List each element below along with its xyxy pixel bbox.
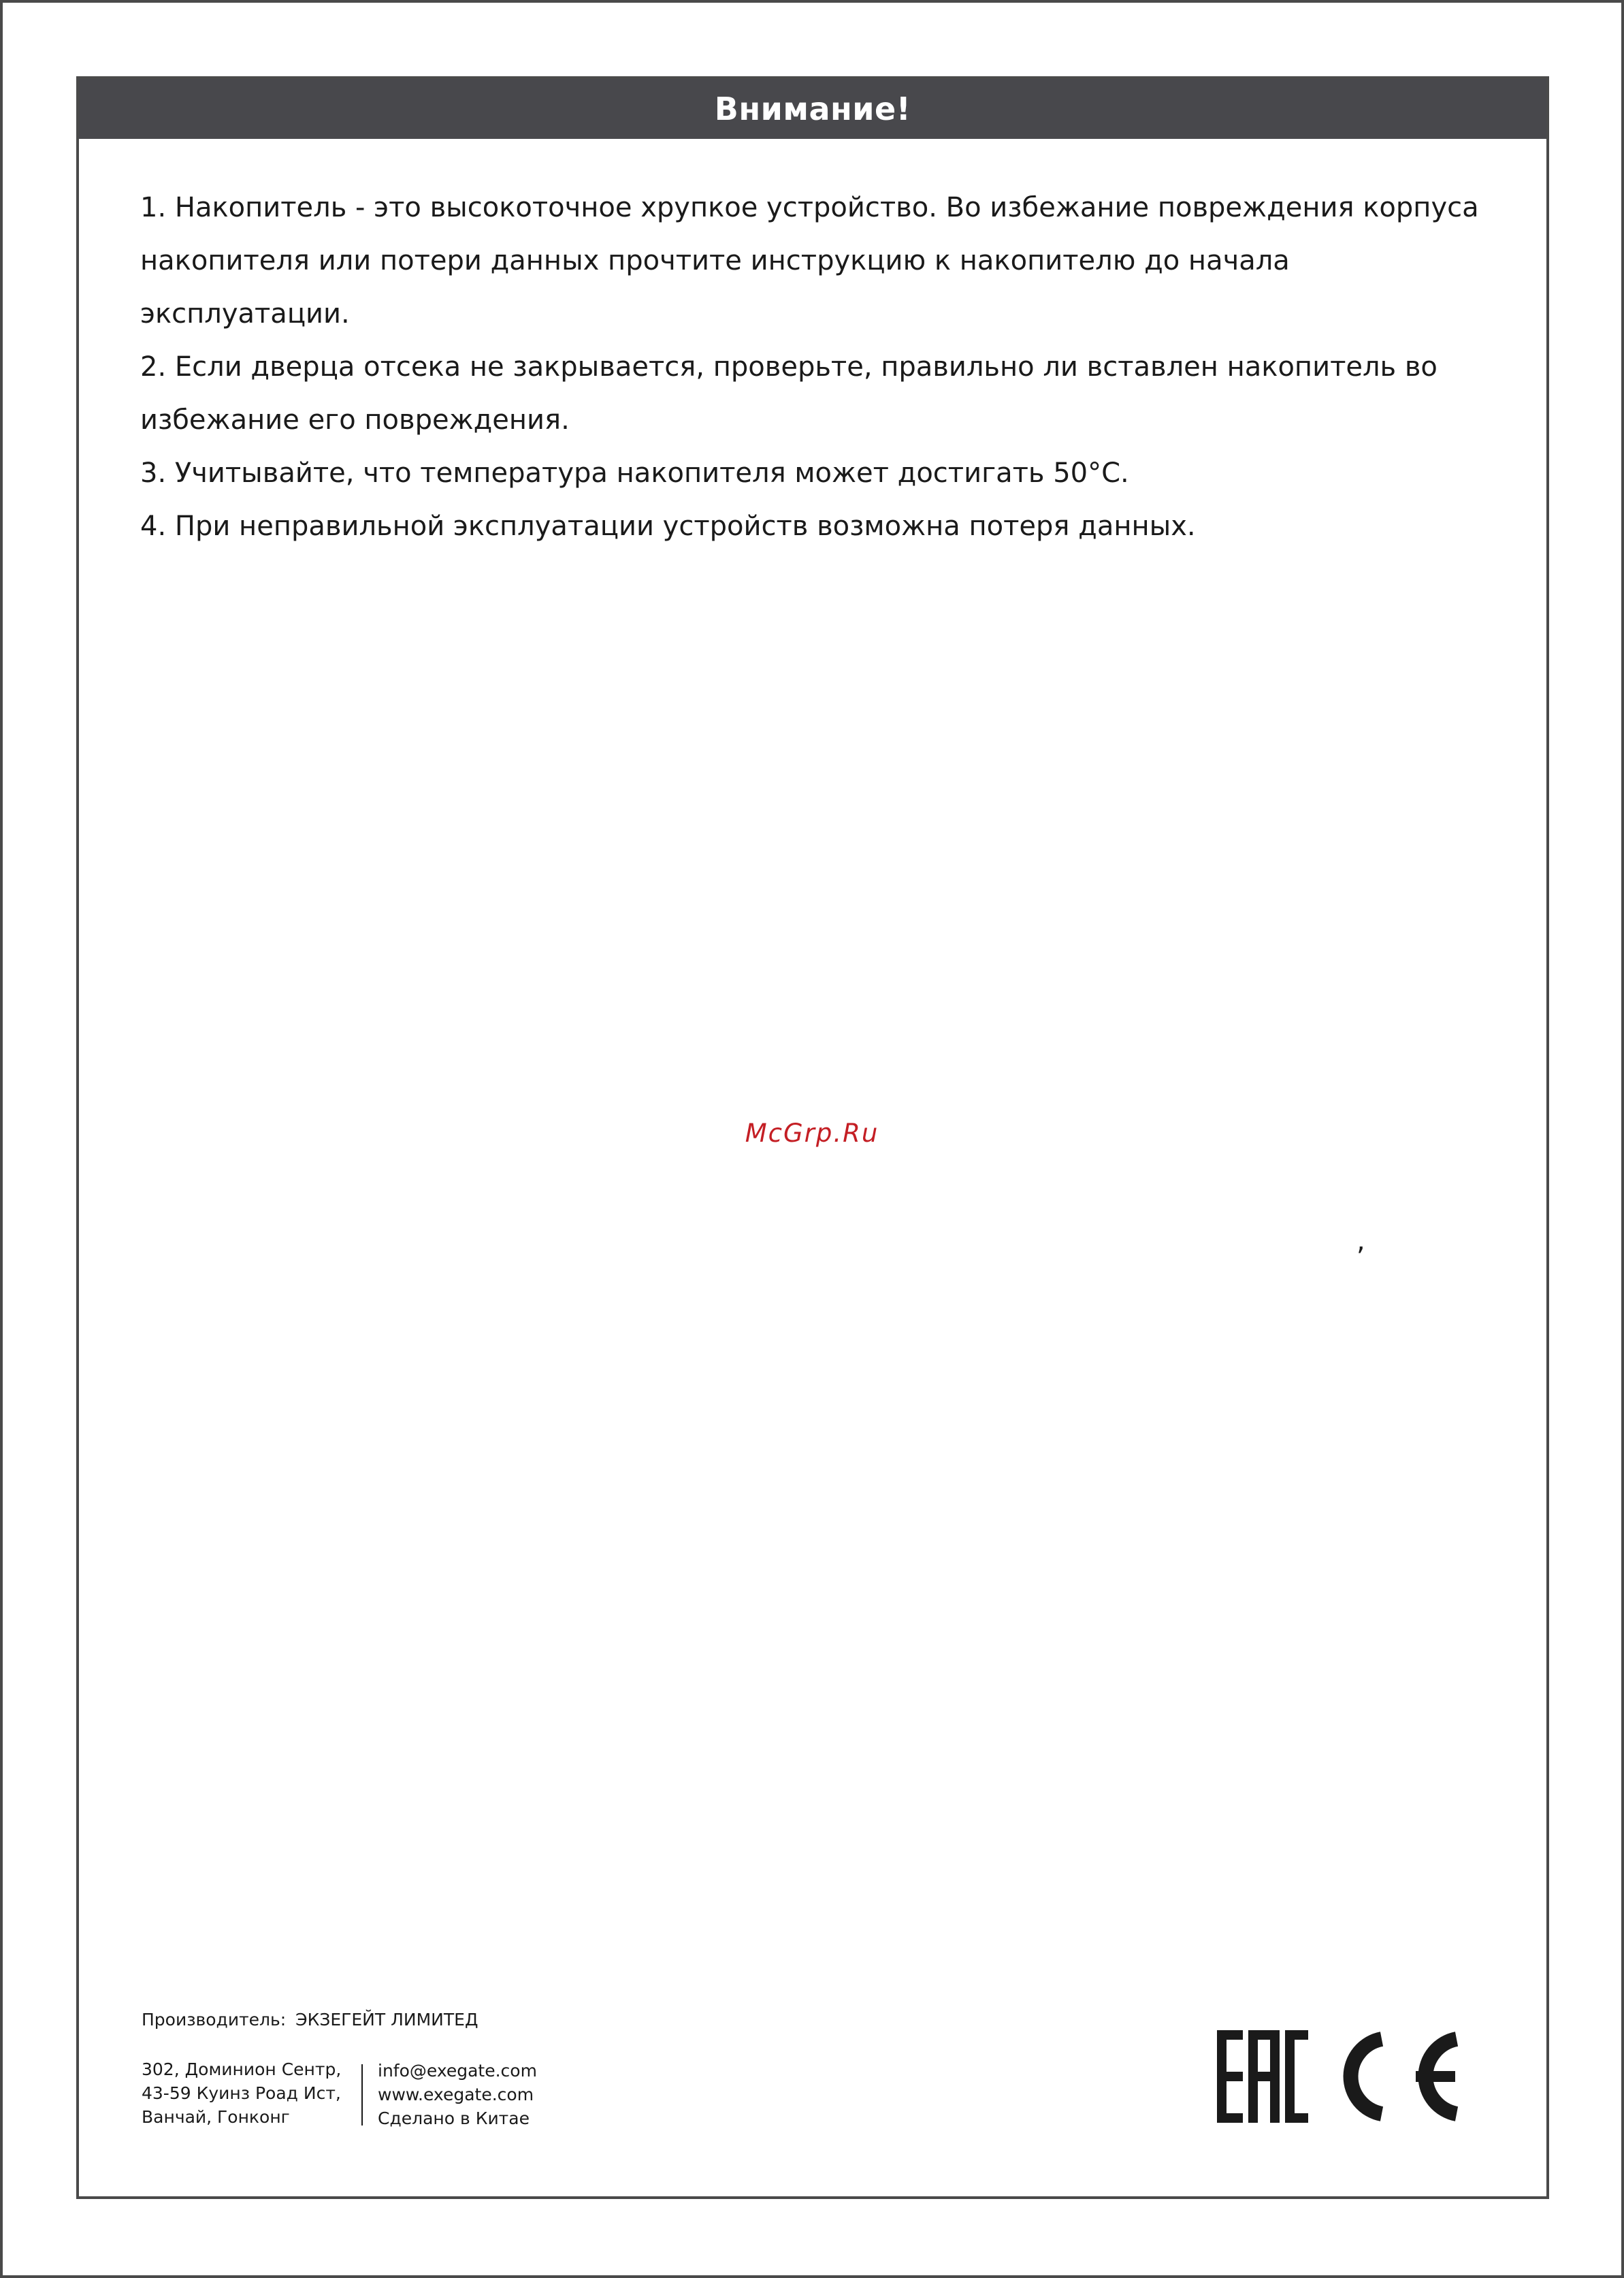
contact-website: www.exegate.com [378,2085,534,2104]
made-in-label: Сделано в Китае [378,2108,530,2128]
footer-divider [361,2064,363,2125]
address-line-1: 302, Доминион Сентр, [142,2059,342,2079]
manufacturer-contacts [378,2059,537,2130]
warning-header [79,79,1546,139]
manufacturer-line [142,2010,478,2030]
stray-comma: , [1357,1225,1365,1257]
warning-note-2: 2. Если дверца отсека не закрывается, проверьте, правильно ли вставлен накопитель во избежание его повреждения. [140,351,1438,436]
eac-mark-icon [1217,2030,1308,2123]
manufacturer-name: ЭКЗЕГЕЙТ ЛИМИТЕД [295,2010,478,2030]
warning-notes [140,181,1501,553]
warning-note-3: 3. Учитывайте, что температура накопителя может достигать 50°C. [140,458,1129,489]
contact-email: info@exegate.com [378,2061,537,2081]
address-line-3: Ванчай, Гонконг [142,2107,290,2127]
ce-mark-icon [1327,2030,1461,2123]
warning-title: Внимание! [714,91,911,127]
warning-note-1: 1. Накопитель - это высокоточное хрупкое устройство. Во избежание повреждения корпуса накопителя или потери данных прочтите инструкцию к накопителю до начала эксплуатации. [140,192,1479,330]
manufacturer-label: Производитель: [142,2010,287,2030]
watermark-text: McGrp.Ru [745,1119,879,1148]
manufacturer-address [142,2057,341,2129]
warning-note-4: 4. При неправильной эксплуатации устройств возможна потеря данных. [140,511,1196,542]
address-line-2: 43-59 Куинз Роад Ист, [142,2083,341,2103]
